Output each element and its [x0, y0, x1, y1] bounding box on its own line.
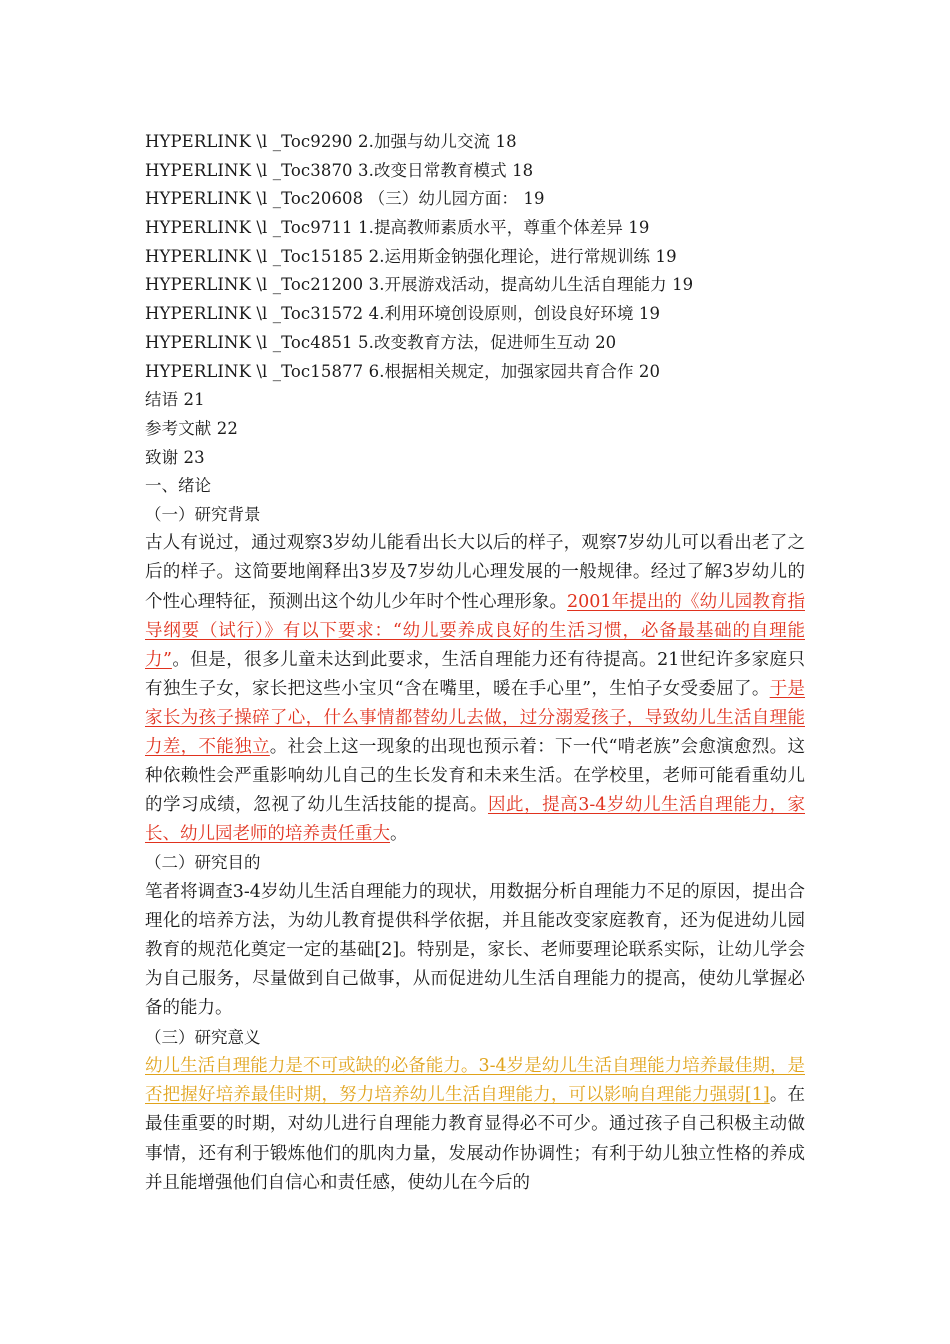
toc-entry[interactable]: HYPERLINK \l _Toc15877 6.根据相关规定，加强家园共育合作 20	[145, 361, 661, 381]
background-paragraph	[145, 529, 805, 849]
toc-entry[interactable]: HYPERLINK \l _Toc20608 （三）幼儿园方面： 19	[145, 189, 545, 209]
table-of-contents	[145, 128, 825, 472]
significance-paragraph	[145, 1052, 805, 1197]
toc-entry[interactable]: HYPERLINK \l _Toc21200 3.开展游戏活动，提高幼儿生活自理能力 19	[145, 275, 694, 295]
highlighted-link-text[interactable]: 2001年提出的《幼儿园教育指导纲要（试行）》有以下要求：“幼儿要养成良好的生活习惯，必备最基础的自理能力”	[145, 591, 805, 670]
purpose-paragraph: 笔者将调查3-4岁幼儿生活自理能力的现状，用数据分析自理能力不足的原因，提出合理化的培养方法，为幼儿教育提供科学依据，并且能改变家庭教育，还为促进幼儿园教育的规范化奠定一定的基础[2]。特别是，家长、老师要理论联系实际，让幼儿学会为自己服务，尽量做到自己做事，从而促进幼儿生活自理能力的提高，使幼儿掌握必备的能力。	[145, 882, 805, 1019]
paragraph-text: 。在最佳重要的时期，对幼儿进行自理能力教育显得必不可少。通过孩子自己积极主动做事情，还有利于锻炼他们的肌肉力量，发展动作协调性；有利于幼儿独立性格的养成并且能增强他们自信心和责任感，使幼儿在今后的	[145, 1085, 805, 1193]
section-heading-significance: （三）研究意义	[145, 1027, 261, 1047]
toc-entry[interactable]: HYPERLINK \l _Toc9290 2.加强与幼儿交流 18	[145, 132, 517, 151]
paragraph-text: 。	[390, 824, 408, 845]
chapter-title: 一、绪论	[145, 476, 211, 495]
toc-entry[interactable]: 参考文献 22	[145, 418, 238, 438]
toc-entry[interactable]: HYPERLINK \l _Toc31572 4.利用环境创设原则，创设良好环境 19	[145, 304, 661, 324]
paragraph-text: 。但是，很多儿童未达到此要求，生活自理能力还有待提高。21世纪许多家庭只有独生子女，家长把这些小宝贝“含在嘴里，暖在手心里”，生怕子女受委屈了。	[145, 649, 806, 699]
paragraph-text: 。社会上这一现象的出现也预示着：下一代“啃老族”会愈演愈烈。这种依赖性会严重影响幼儿自己的生长发育和未来生活。在学校里，老师可能看重幼儿的学习成绩，忽视了幼儿生活技能的提高。	[145, 737, 805, 816]
highlighted-link-text[interactable]: 幼儿生活自理能力是不可或缺的必备能力。3-4岁是幼儿生活自理能力培养最佳期，是否把握好培养最佳时期，努力培养幼儿生活自理能力，可以影响自理能力强弱[1]	[145, 1056, 805, 1106]
toc-entry[interactable]: HYPERLINK \l _Toc4851 5.改变教育方法，促进师生互动 20	[145, 332, 617, 352]
highlighted-link-text[interactable]: 因此，提高3-4岁幼儿生活自理能力，家长、幼儿园老师的培养责任重大	[145, 795, 805, 845]
toc-entry[interactable]: HYPERLINK \l _Toc15185 2.运用斯金钠强化理论，进行常规训练 19	[145, 246, 677, 266]
toc-entry[interactable]: 结语 21	[145, 390, 205, 410]
toc-entry[interactable]: HYPERLINK \l _Toc9711 1.提高教师素质水平，尊重个体差异 19	[145, 218, 650, 238]
highlighted-link-text[interactable]: 于是家长为孩子操碎了心，什么事情都替幼儿去做，过分溺爱孩子，导致幼儿生活自理能力差，不能独立	[145, 678, 806, 758]
document-body	[145, 472, 805, 1198]
paragraph-text: 古人有说过，通过观察3岁幼儿能看出长大以后的样子，观察7岁幼儿可以看出老了之后的样子。这简要地阐释出3岁及7岁幼儿心理发展的一般规律。经过了解3岁幼儿的个性心理特征，预测出这个幼儿少年时个性心理形象。	[145, 533, 805, 612]
section-heading-purpose: （二）研究目的	[145, 853, 261, 873]
toc-entry[interactable]: 致谢 23	[145, 447, 205, 467]
section-heading-background: （一）研究背景	[145, 504, 261, 524]
toc-entry[interactable]: HYPERLINK \l _Toc3870 3.改变日常教育模式 18	[145, 160, 534, 180]
